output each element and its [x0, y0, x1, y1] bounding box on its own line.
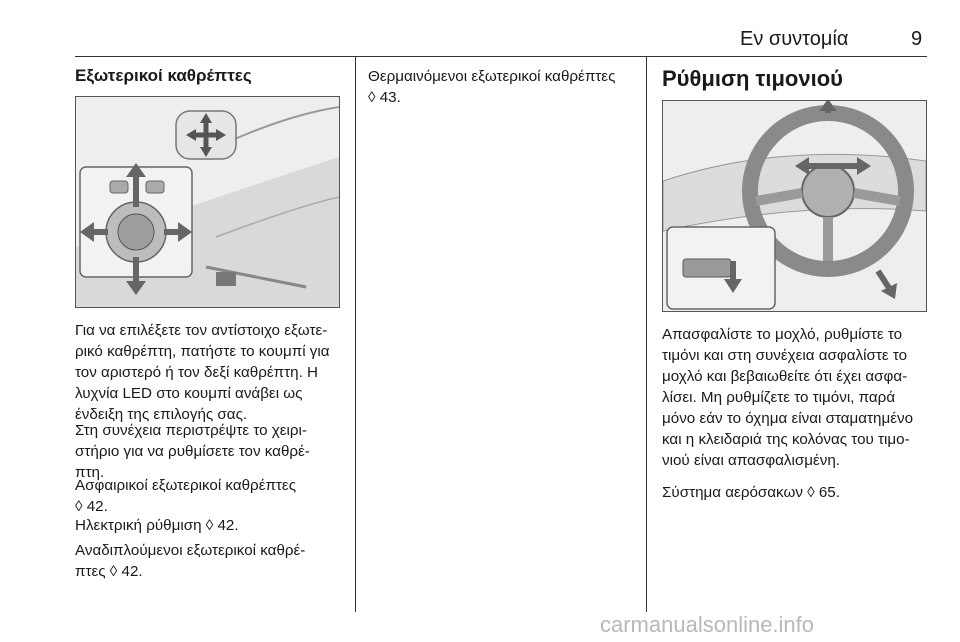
steering-adjust-text: Απασφαλίστε το μοχλό, ρυθμίστε το τιμόνι και στη συνέχεια ασφαλίστε το μοχλό και βεβαιωθείτε ότι έχει ασφα- λίσει. Μη ρυθμίζετε το τιμόνι, παρά μόνο εάν το όχημα είναι σταματημένο και η κλειδαριά της κολόνας του τιμο- νιού είναι απασφαλισμένη. [662, 326, 914, 469]
steering-heading: Ρύθμιση τιμονιού [662, 66, 843, 91]
section-title: Εν συντομία [740, 28, 849, 50]
folding-mirrors-text: Αναδιπλούμενοι εξωτερικοί καθρέ- πτες ◊ 42. [75, 542, 306, 580]
header-divider [75, 56, 927, 57]
electric-adjustment-text: Ηλεκτρική ρύθμιση ◊ 42. [75, 517, 239, 534]
column-divider-2 [646, 57, 647, 612]
airbag-system-text: Σύστημα αερόσακων ◊ 65. [662, 484, 840, 501]
heated-mirrors-text: Θερμαινόμενοι εξωτερικοί καθρέπτες ◊ 43. [368, 68, 616, 106]
convex-mirrors-text: Ασφαιρικοί εξωτερικοί καθρέπτες ◊ 42. [75, 477, 297, 515]
steering-adjust-illustration [662, 100, 927, 312]
mirror-selection-text: Για να επιλέξετε τον αντίστοιχο εξωτε- ρικό καθρέπτη, πατήστε το κουμπί για τον αριστερό ή τον δεξί καθρέπτη. Η λυχνία LED στο κουμπί ανάβει ως ένδειξη της επιλογής σας. [75, 322, 330, 423]
mirror-control-illustration [75, 96, 340, 308]
column-divider-1 [355, 57, 356, 612]
mirrors-heading: Εξωτερικοί καθρέπτες [75, 66, 252, 85]
page-number: 9 [911, 28, 923, 50]
mirror-adjust-text: Στη συνέχεια περιστρέψτε το χειρι- στήριο για να ρυθμίσετε τον καθρέ- πτη. [75, 422, 310, 481]
watermark: carmanualsonline.info [600, 612, 815, 637]
